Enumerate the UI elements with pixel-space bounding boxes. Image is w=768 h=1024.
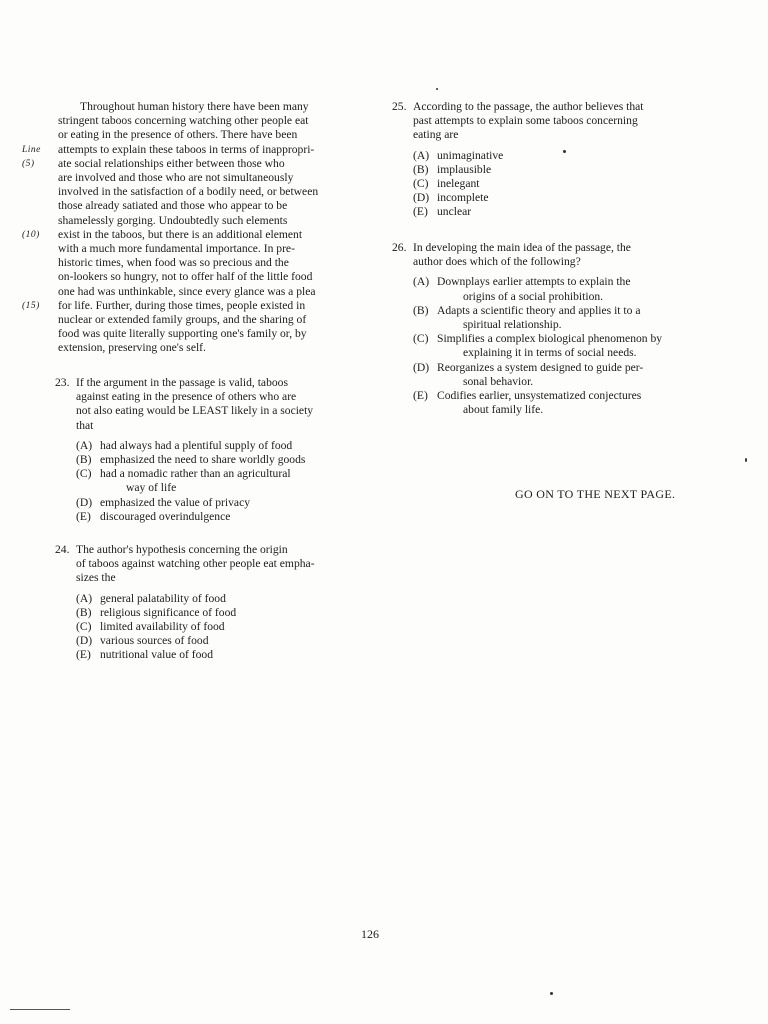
option-e[interactable]: (E) unclear: [413, 205, 472, 219]
scan-speck: [563, 150, 566, 153]
question-stem: 24. The author's hypothesis concerning the origin of taboos against watching other people eat empha- sizes the: [55, 543, 315, 585]
option-c[interactable]: (C) Simplifies a complex biological phenomenon by explaining it in terms of social needs.: [413, 332, 663, 360]
option-e[interactable]: (E) discouraged overindulgence: [76, 509, 231, 523]
answer-options: [392, 149, 702, 220]
answer-options: [55, 439, 355, 524]
go-on-notice: GO ON TO THE NEXT PAGE.: [515, 487, 676, 501]
question-25: [392, 100, 702, 220]
passage-line: shamelessly gorging. Undoubtedly such elements: [58, 213, 288, 227]
option-b[interactable]: (B) emphasized the need to share worldly goods: [76, 453, 306, 467]
question-23: [55, 376, 355, 524]
passage-line: extension, preserving one's self.: [58, 341, 206, 355]
question-24: [55, 543, 355, 663]
passage-line: food was quite literally supporting one's family or, by: [58, 327, 307, 341]
option-a[interactable]: (A) had always had a plentiful supply of food: [76, 438, 293, 452]
option-c[interactable]: (C) limited availability of food: [76, 620, 225, 634]
option-b[interactable]: (B) Adapts a scientific theory and applies it to a spiritual relationship.: [413, 303, 641, 332]
passage-line: with a much more fundamental importance. In pre-: [58, 242, 295, 256]
option-b[interactable]: (B) implausible: [413, 162, 492, 176]
line-number-10: (10): [22, 229, 40, 240]
option-c[interactable]: (C) had a nomadic rather than an agricultural way of life: [76, 467, 291, 495]
passage-line: Throughout human history there have been many: [80, 100, 309, 113]
option-d[interactable]: (D) emphasized the value of privacy: [76, 495, 251, 509]
passage-line: are involved and those who are not simultaneously: [58, 171, 294, 185]
line-number-15: (15): [22, 300, 40, 311]
option-a[interactable]: (A) general palatability of food: [76, 591, 226, 605]
passage-line: stringent taboos concerning watching other people eat: [58, 114, 309, 128]
question-26: [392, 241, 702, 417]
passage-line: those already satiated and those who appear to be: [58, 199, 288, 213]
option-e[interactable]: (E) Codifies earlier, unsystematized conjectures about family life.: [413, 389, 642, 417]
question-number: 23.: [55, 376, 70, 389]
passage-line: on-lookers so hungry, not to offer half of the little food: [58, 270, 313, 284]
question-stem: 23. If the argument in the passage is valid, taboos against eating in the presence of others who are not also eating would be LEAST likely in a society that: [55, 376, 314, 432]
passage-line: (15) for life. Further, during those times, people existed in: [22, 298, 306, 312]
question-stem: 25. According to the passage, the author believes that past attempts to explain some taboos concerning eating are: [392, 100, 644, 142]
option-e[interactable]: (E) nutritional value of food: [76, 648, 214, 662]
reading-passage: [22, 100, 358, 356]
scan-speck: [550, 992, 553, 995]
answer-options: [392, 275, 702, 417]
question-number: 24.: [55, 543, 70, 556]
option-a[interactable]: (A) Downplays earlier attempts to explain the origins of a social prohibition.: [413, 275, 631, 303]
answer-options: [55, 592, 355, 663]
passage-line: Line attempts to explain these taboos in terms of inappropri-: [22, 142, 315, 156]
option-d[interactable]: (D) incomplete: [413, 191, 489, 205]
line-label: Line: [22, 144, 41, 155]
passage-line: historic times, when food was so precious and the: [58, 256, 289, 270]
option-a[interactable]: (A) unimaginative: [413, 148, 504, 162]
option-d[interactable]: (D) Reorganizes a system designed to guide per- sonal behavior.: [413, 360, 644, 388]
question-number: 26.: [392, 241, 407, 254]
question-number: 25.: [392, 100, 407, 113]
passage-line: nuclear or extended family groups, and the sharing of: [58, 313, 307, 327]
footer-rule: [10, 1009, 70, 1010]
passage-line: (5) ate social relationships either between those who: [22, 156, 285, 170]
option-d[interactable]: (D) various sources of food: [76, 634, 209, 648]
question-stem: 26. In developing the main idea of the passage, the author does which of the following?: [392, 241, 631, 269]
scan-speck: [745, 458, 747, 462]
page-number: 126: [361, 927, 379, 941]
scan-speck: [436, 88, 438, 90]
option-c[interactable]: (C) inelegant: [413, 177, 480, 191]
passage-line: involved in the satisfaction of a bodily need, or between: [58, 185, 319, 199]
passage-line: (10) exist in the taboos, but there is an additional element: [22, 227, 303, 241]
passage-line: or eating in the presence of others. There have been: [58, 128, 298, 142]
option-b[interactable]: (B) religious significance of food: [76, 605, 237, 619]
line-number-5: (5): [22, 158, 35, 169]
passage-line: one had was unthinkable, since every glance was a plea: [58, 284, 316, 298]
